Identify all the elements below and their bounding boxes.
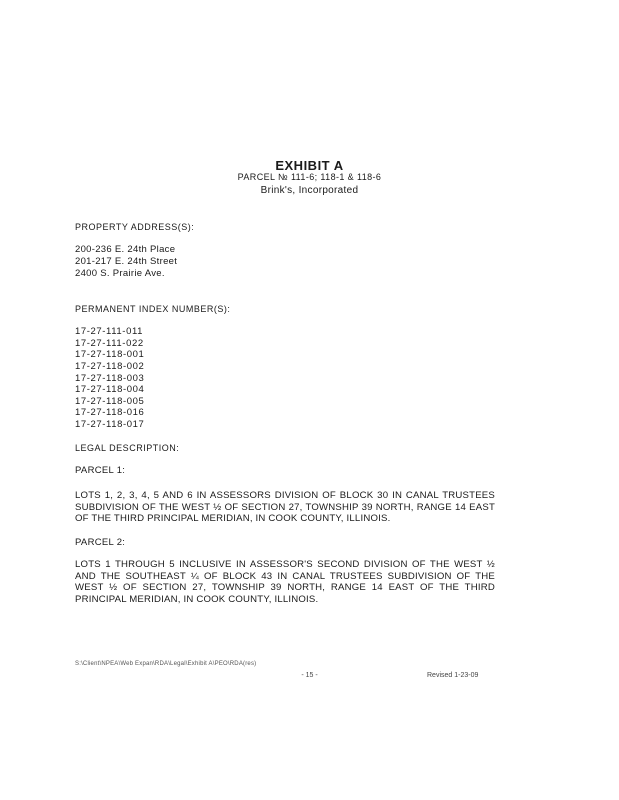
pin-number: 17-27-111-022 xyxy=(75,338,144,349)
pin-number: 17-27-118-001 xyxy=(75,349,145,360)
parcel-1-description: LOTS 1, 2, 3, 4, 5 AND 6 IN ASSESSORS DIVISION OF BLOCK 30 IN CANAL TRUSTEES SUBDIVISION OF THE WEST ½ OF SECTION 27, TOWNSHIP 39 NORTH, RANGE 14 EAST OF THE THIRD PRINCIPAL MERIDIAN, IN COOK COUNTY, ILLINOIS. xyxy=(75,490,495,524)
owner-name: Brink's, Incorporated xyxy=(260,185,359,196)
pin-heading: PERMANENT INDEX NUMBER(S): xyxy=(75,304,231,314)
parcel-2-label: PARCEL 2: xyxy=(75,537,126,548)
pin-number: 17-27-118-016 xyxy=(75,407,145,418)
address-line: 200-236 E. 24th Place xyxy=(75,244,176,255)
pin-number: 17-27-118-003 xyxy=(75,373,145,384)
footer-revised-date: Revised 1-23-09 xyxy=(427,672,479,679)
exhibit-title: EXHIBIT A xyxy=(275,158,344,173)
address-line: 201-217 E. 24th Street xyxy=(75,256,178,267)
pin-number: 17-27-118-002 xyxy=(75,361,145,372)
pin-number: 17-27-118-017 xyxy=(75,419,145,430)
legal-description-heading: LEGAL DESCRIPTION: xyxy=(75,443,180,453)
pin-number: 17-27-111-011 xyxy=(75,326,144,337)
property-address-heading: PROPERTY ADDRESS(S): xyxy=(75,222,195,232)
pin-number: 17-27-118-005 xyxy=(75,396,145,407)
pin-number: 17-27-118-004 xyxy=(75,384,145,395)
parcel-numbers-line: PARCEL № 111-6; 118-1 & 118-6 xyxy=(237,172,382,182)
address-line: 2400 S. Prairie Ave. xyxy=(75,268,165,279)
footer-page-number: - 15 - xyxy=(301,672,318,679)
footer-file-path: S:\Client\NPEA\Web Expan\RDA\Legal\Exhibit A\PEO\RDA(res) xyxy=(75,661,257,667)
parcel-2-description: LOTS 1 THROUGH 5 INCLUSIVE IN ASSESSOR'S SECOND DIVISION OF THE WEST ½ AND THE SOUTHEAST ¼ OF BLOCK 43 IN CANAL TRUSTEES SUBDIVISION OF THE WEST ½ OF SECTION 27, TOWNSHIP 39 NORTH, RANGE 14 EAST OF THE THIRD PRINCIPAL MERIDIAN, IN COOK COUNTY, ILLINOIS. xyxy=(75,559,495,605)
parcel-1-label: PARCEL 1: xyxy=(75,465,126,476)
